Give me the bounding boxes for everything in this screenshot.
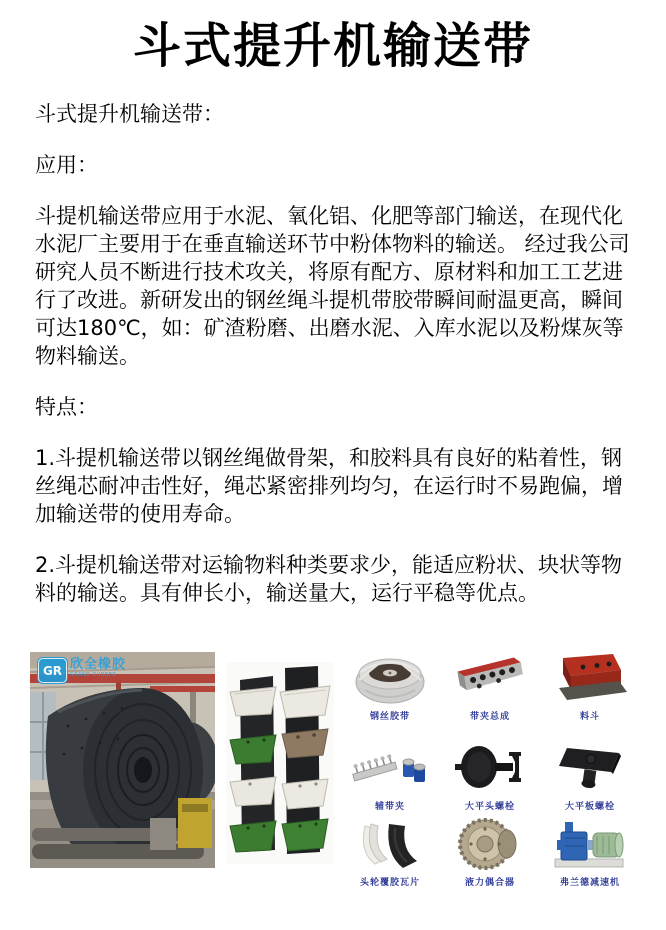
product-cell <box>540 650 640 740</box>
application-paragraph: 斗提机输送带应用于水泥、氧化铝、化肥等部门输送，在现代化水泥厂主要用于在垂直输送环节中粉体物料的输送。 经过我公司研究人员不断进行技术攻关，将原有配方、原材料和加工工艺进行了改进。新研发出的钢丝绳斗提机带胶带瞬间耐温更高，瞬间可达180℃，如：矿渣粉磨、出磨水泥、入库水泥以及粉煤灰等物料输送。 <box>35 204 630 368</box>
product-label: 头轮覆胶瓦片 <box>359 878 420 888</box>
application-heading: 应用： <box>35 153 98 177</box>
logo-gr-icon: GR <box>38 658 67 683</box>
feature-item-2: 2.斗提机输送带对运输物料种类要求少，能适应粉状、块状等物料的输送。具有伸长小，输送量大，运行平稳等优点。 <box>35 553 623 605</box>
bucket-display-photo <box>226 662 334 864</box>
belt-clamp-assembly-icon <box>451 650 529 706</box>
fluid-coupler-icon <box>451 816 529 872</box>
page-title: 斗式提升机输送带 <box>132 18 533 74</box>
product-label: 钢丝胶带 <box>369 712 410 722</box>
bucket-display-image <box>226 662 334 864</box>
head-wheel-tile-icon <box>351 816 429 872</box>
photo-strip <box>0 650 666 910</box>
flat-head-bolt-icon <box>451 740 529 796</box>
product-cell <box>440 740 540 816</box>
product-label: 大平板螺栓 <box>564 802 615 812</box>
product-label: 弗兰德减速机 <box>559 878 620 888</box>
product-label: 带夹总成 <box>469 712 510 722</box>
intro-line: 斗式提升机输送带： <box>35 102 224 126</box>
belt-roll-photo <box>30 652 215 868</box>
product-description <box>35 100 632 630</box>
company-logo <box>38 658 126 683</box>
product-label: 大平头螺栓 <box>464 802 515 812</box>
hopper-icon <box>551 650 629 706</box>
product-cell <box>440 816 540 902</box>
product-cell <box>540 740 640 816</box>
logo-name-cn: 欣全橡胶 <box>70 657 127 672</box>
product-cell <box>440 650 540 740</box>
product-grid <box>340 650 640 902</box>
product-label: 料斗 <box>579 712 600 722</box>
features-heading: 特点： <box>35 395 98 419</box>
product-cell <box>340 650 440 740</box>
belt-roll-photo-image <box>30 652 215 868</box>
product-cell <box>340 816 440 902</box>
steel-wire-belt-icon <box>351 650 429 706</box>
product-label: 辅带夹 <box>374 802 405 812</box>
feature-item-1: 1.斗提机输送带以钢丝绳做骨架，和胶料具有良好的粘着性，钢丝绳芯耐冲击性好，绳芯紧密排列均匀，在运行时不易跑偏，增加输送带的使用寿命。 <box>35 446 623 526</box>
flat-plate-bolt-icon <box>551 740 629 796</box>
logo-name-en: GRAND RUBBER <box>70 672 117 678</box>
aux-belt-clamp-icon <box>351 740 429 796</box>
flender-reducer-icon <box>551 816 629 872</box>
product-cell <box>340 740 440 816</box>
product-cell <box>540 816 640 902</box>
product-label: 液力偶合器 <box>464 878 515 888</box>
